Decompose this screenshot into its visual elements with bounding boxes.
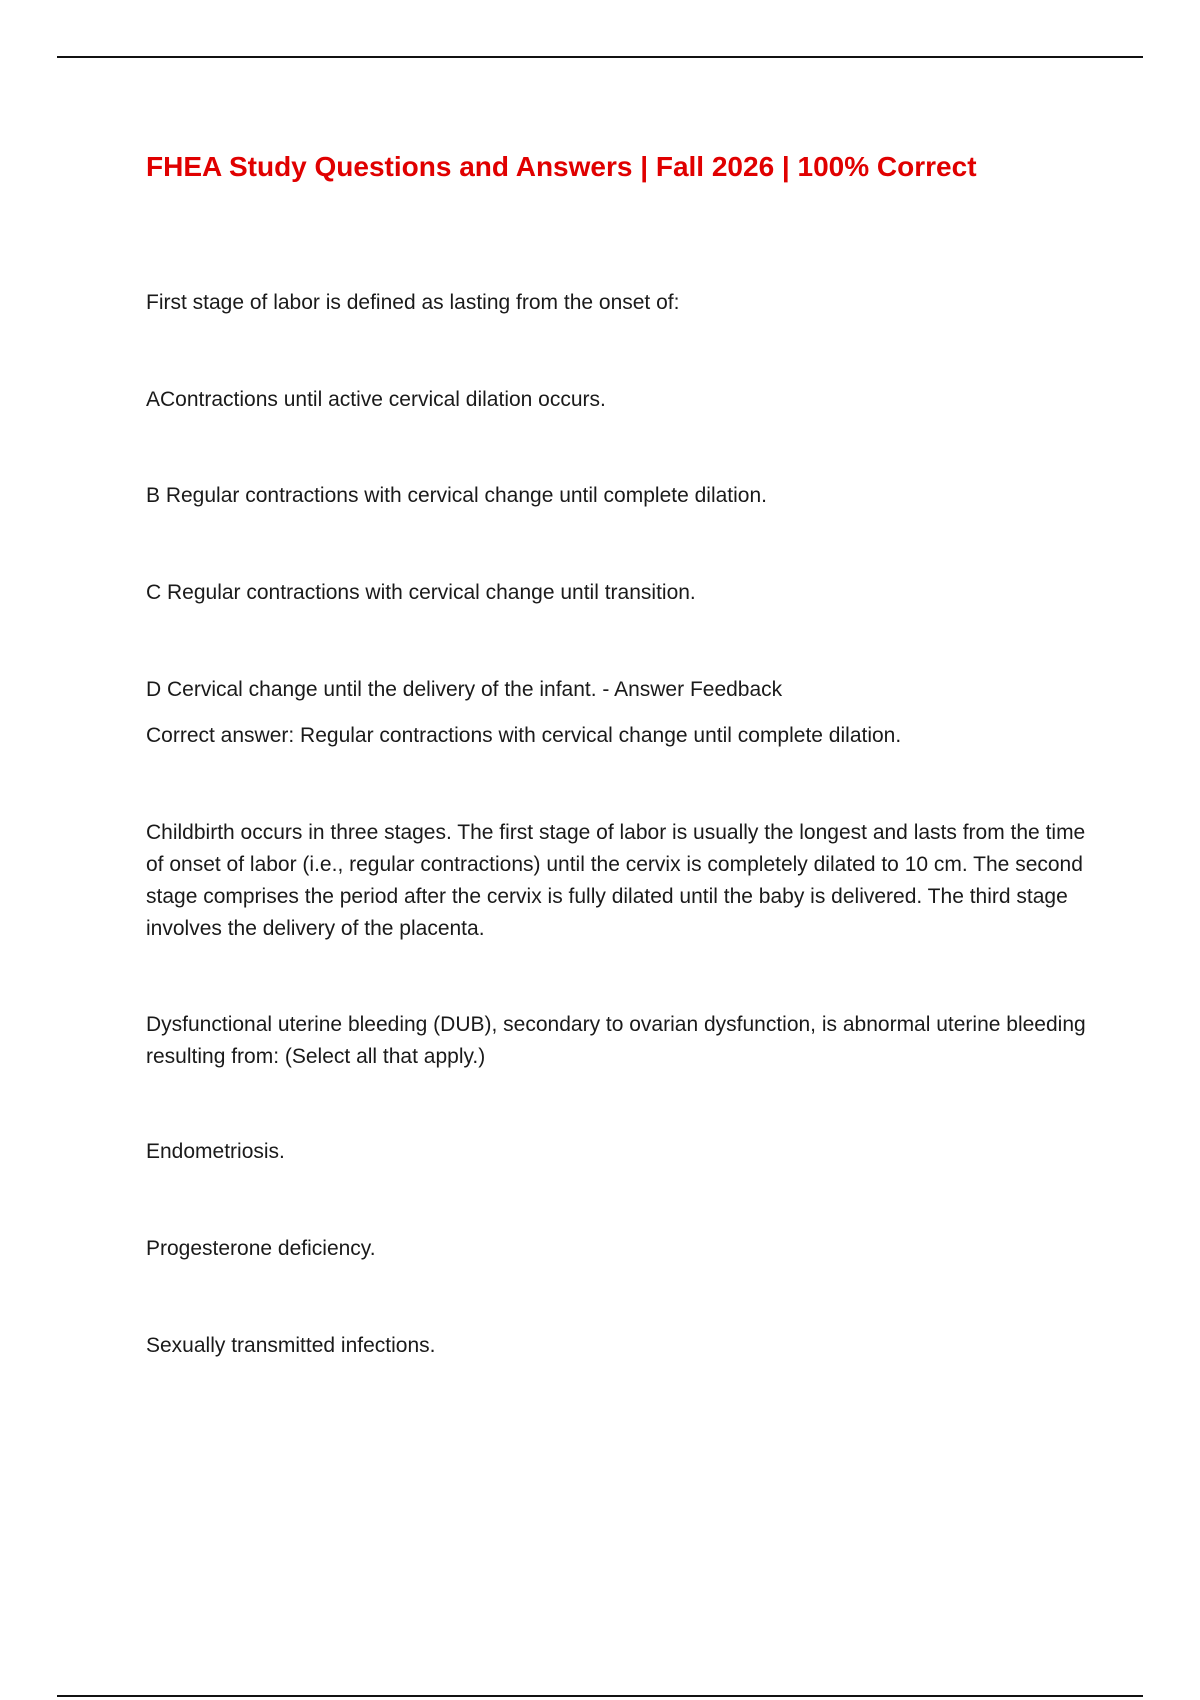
question-1-option-d: D Cervical change until the delivery of the infant. - Answer Feedback [146,678,783,701]
question-2-stem: Dysfunctional uterine bleeding (DUB), secondary to ovarian dysfunction, is abnormal uterine bleeding resulting from: (Select all that apply.) [146,1013,1086,1068]
question-1-correct-answer: Correct answer: Regular contractions with cervical change until complete dilation. [146,724,902,747]
document-title: FHEA Study Questions and Answers | Fall 2026 | 100% Correct [146,151,977,182]
question-1-explanation: Childbirth occurs in three stages. The first stage of labor is usually the longest and lasts from the time of onset of labor (i.e., regular contractions) until the cervix is completely dilated to 10 cm. The second stage comprises the period after the cervix is fully dilated until the baby is delivered. The third stage involves the delivery of the placenta. [146,821,1086,940]
question-1-option-c: C Regular contractions with cervical change until transition. [146,581,696,604]
question-2-option-3: Sexually transmitted infections. [146,1334,436,1357]
footer-rule [57,1695,1143,1697]
question-1-stem: First stage of labor is defined as lasting from the onset of: [146,291,680,314]
header-rule [57,56,1143,58]
question-1-option-b: B Regular contractions with cervical change until complete dilation. [146,484,767,507]
question-1-option-a: AContractions until active cervical dilation occurs. [146,388,606,411]
question-2-option-2: Progesterone deficiency. [146,1237,376,1260]
question-2-option-1: Endometriosis. [146,1140,285,1163]
